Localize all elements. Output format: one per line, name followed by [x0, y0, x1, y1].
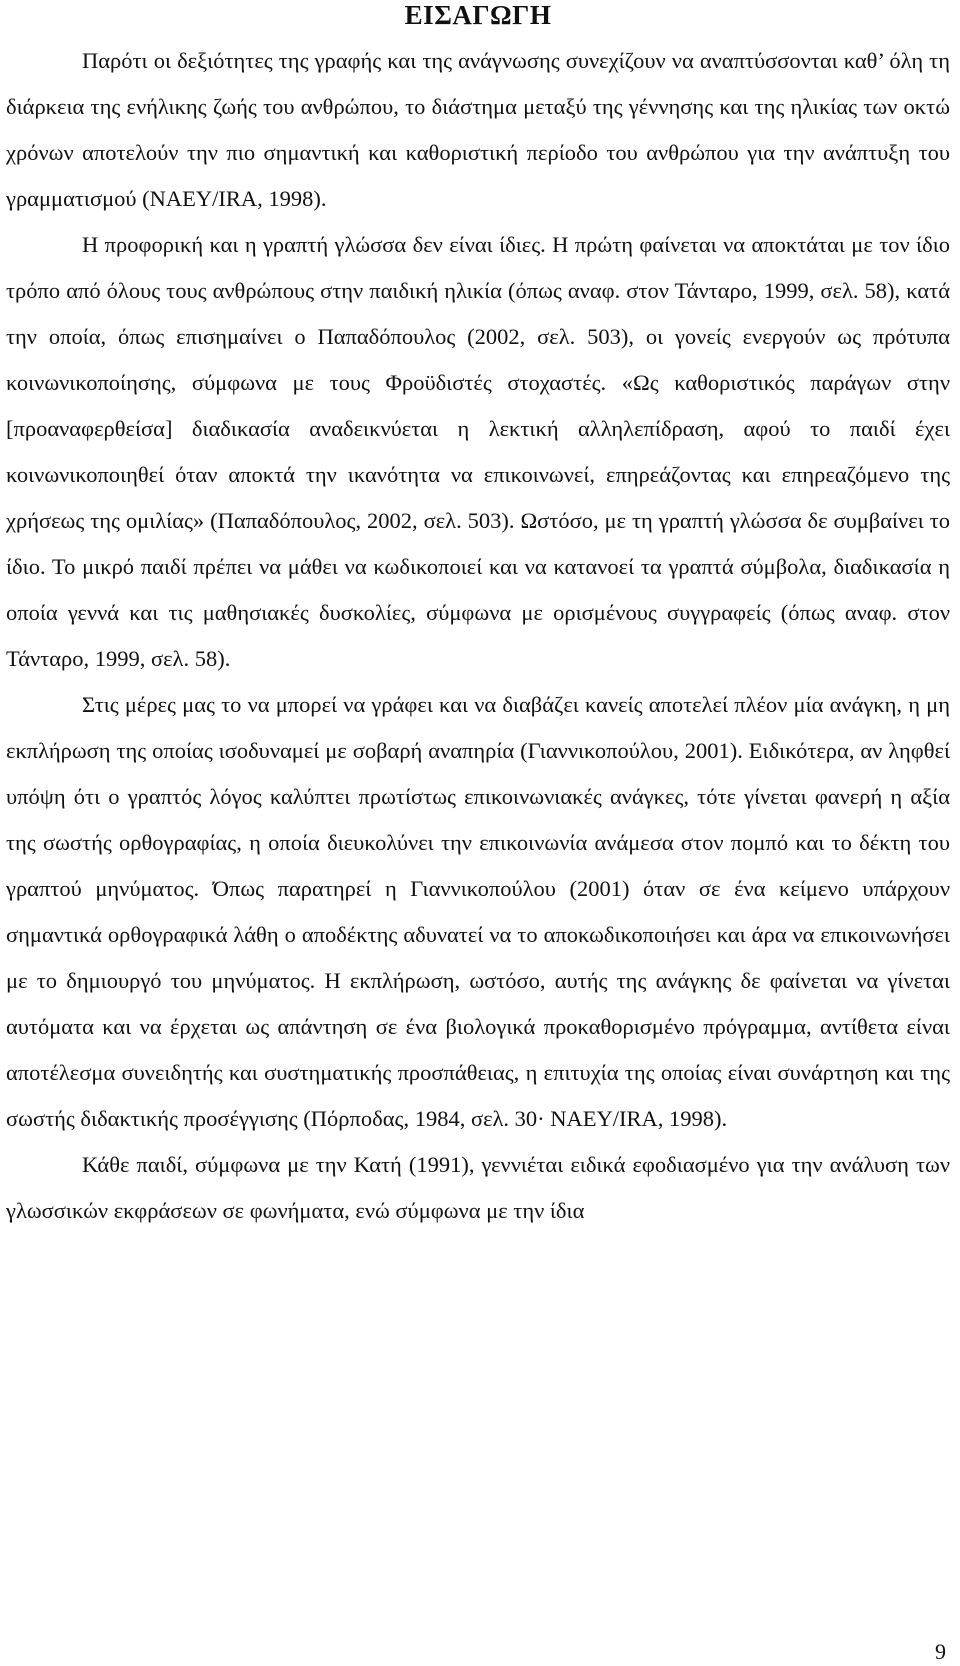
page-number: 9	[935, 1639, 946, 1664]
paragraph-4: Κάθε παιδί, σύμφωνα με την Κατή (1991), γεννιέται ειδικά εφοδιασμένο για την ανάλυση των γλωσσικών εκφράσεων σε φωνήματα, ενώ σύμφωνα με την ίδια	[6, 1152, 950, 1223]
paragraph-3: Στις μέρες μας το να μπορεί να γράφει και να διαβάζει κανείς αποτελεί πλέον μία ανάγκη, η μη εκπλήρωση της οποίας ισοδυναμεί με σοβαρή αναπηρία (Γιαννικοπούλου, 2001). Ειδικότερα, αν ληφθεί υπόψη ότι ο γραπτός λόγος καλύπτει πρωτίστως επικοινωνιακές ανάγκες, τότε γίνεται φανερή η αξία της σωστής ορθογραφίας, η οποία διευκολύνει την επικοινωνία ανάμεσα στον πομπό και το δέκτη του γραπτού μηνύματος. Όπως παρατηρεί η Γιαννικοπούλου (2001) όταν σε ένα κείμενο υπάρχουν σημαντικά ορθογραφικά λάθη ο αποδέκτης αδυνατεί να το αποκωδικοποιήσει και άρα να επικοινωνήσει με το δημιουργό του μηνύματος. Η εκπλήρωση, ωστόσο, αυτής της ανάγκης δε φαίνεται να γίνεται αυτόματα και να έρχεται ως απάντηση σε ένα βιολογικά προκαθορισμένο πρόγραμμα, αντίθετα είναι αποτέλεσμα συνειδητής και συστηματικής προσπάθειας, η επιτυχία της οποίας είναι συνάρτηση και της σωστής διδακτικής προσέγγισης (Πόρποδας, 1984, σελ. 30· NAEY/IRA, 1998).	[6, 692, 950, 1131]
paragraph-2: Η προφορική και η γραπτή γλώσσα δεν είναι ίδιες. Η πρώτη φαίνεται να αποκτάται με τον ίδιο τρόπο από όλους τους ανθρώπους στην παιδική ηλικία (όπως αναφ. στον Τάνταρο, 1999, σελ. 58), κατά την οποία, όπως επισημαίνει ο Παπαδόπουλος (2002, σελ. 503), οι γονείς ενεργούν ως πρότυπα κοινωνικοποίησης, σύμφωνα με τους Φροϋδιστές στοχαστές. «Ως καθοριστικός παράγων στην [προαναφερθείσα] διαδικασία αναδεικνύεται η λεκτική αλληλεπίδραση, αφού το παιδί έχει κοινωνικοποιηθεί όταν αποκτά την ικανότητα να επικοινωνεί, επηρεάζοντας και επηρεαζόμενο της χρήσεως της ομιλίας» (Παπαδόπουλος, 2002, σελ. 503). Ωστόσο, με τη γραπτή γλώσσα δε συμβαίνει το ίδιο. Το μικρό παιδί πρέπει να μάθει να κωδικοποιεί και να κατανοεί τα γραπτά σύμβολα, διαδικασία η οποία γεννά και τις μαθησιακές δυσκολίες, σύμφωνα με ορισμένους συγγραφείς (όπως αναφ. στον Τάνταρο, 1999, σελ. 58).	[6, 232, 950, 671]
page-title: ΕΙΣΑΓΩΓΗ	[404, 0, 552, 30]
document-page	[6, 0, 950, 1234]
paragraph-1: Παρότι οι δεξιότητες της γραφής και της ανάγνωσης συνεχίζουν να αναπτύσσονται καθ’ όλη τη διάρκεια της ενήλικης ζωής του ανθρώπου, το διάστημα μεταξύ της γέννησης και της ηλικίας των οκτώ χρόνων αποτελούν την πιο σημαντική και καθοριστική περίοδο του ανθρώπου για την ανάπτυξη του γραμματισμού (NAEY/IRA, 1998).	[6, 48, 950, 211]
